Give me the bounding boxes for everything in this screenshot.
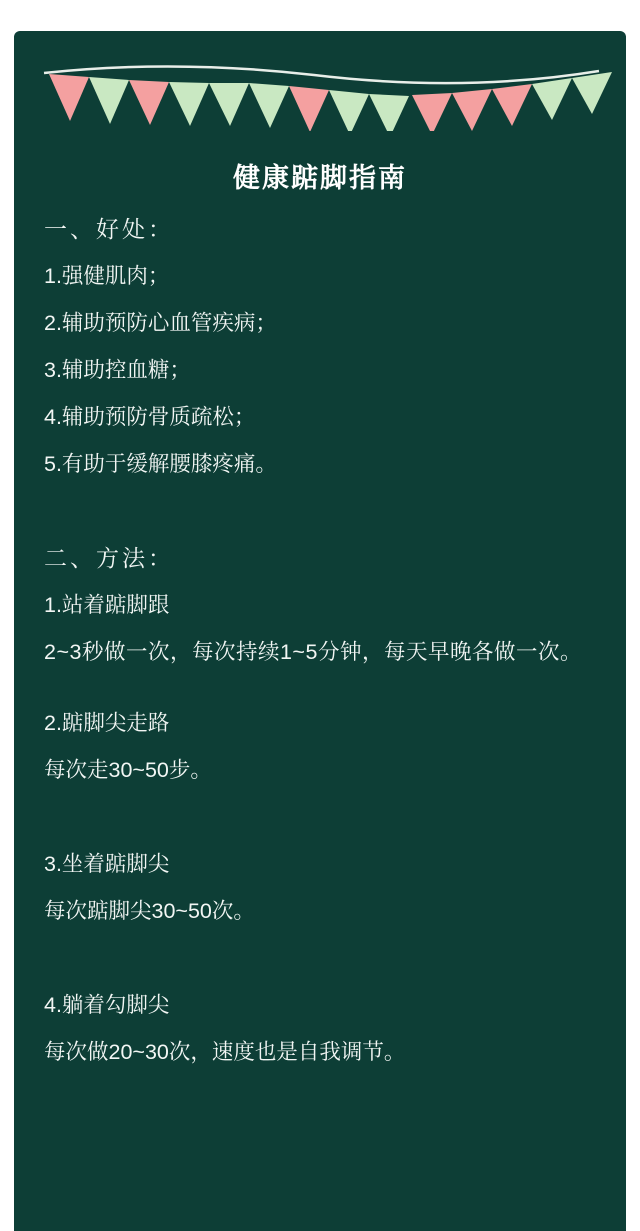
benefit-item-3: 3.辅助控血糖；	[44, 358, 191, 382]
method-1-title: 1.站着踮脚跟	[44, 593, 170, 617]
method-2-detail: 每次走30~50步。	[44, 758, 212, 782]
benefit-item-1: 1.强健肌肉；	[44, 264, 170, 288]
section-heading-benefits: 一、好处：	[44, 216, 174, 242]
benefit-item-4: 4.辅助预防骨质疏松；	[44, 405, 256, 429]
guide-card	[14, 31, 626, 1231]
benefit-item-2: 2.辅助预防心血管疾病；	[44, 311, 277, 335]
bunting-decoration	[14, 61, 626, 131]
spacer-1	[44, 488, 604, 535]
method-3-detail: 每次踮脚尖30~50次。	[44, 899, 255, 923]
method-3-title: 3.坐着踮脚尖	[44, 852, 170, 876]
spacer-2	[44, 676, 604, 700]
guide-body	[44, 206, 604, 1076]
method-4-title: 4.躺着勾脚尖	[44, 993, 170, 1017]
spacer-4	[44, 935, 604, 982]
spacer-3	[44, 794, 604, 841]
method-2-title: 2.踮脚尖走路	[44, 711, 170, 735]
benefit-item-5: 5.有助于缓解腰膝疼痛。	[44, 452, 277, 476]
method-1-detail: 2~3秒做一次，每次持续1~5分钟，每天早晚各做一次。	[44, 640, 582, 664]
method-4-detail: 每次做20~30次，速度也是自我调节。	[44, 1040, 406, 1064]
page-title: 健康踮脚指南	[233, 163, 407, 193]
section-heading-methods: 二、方法：	[44, 545, 174, 571]
